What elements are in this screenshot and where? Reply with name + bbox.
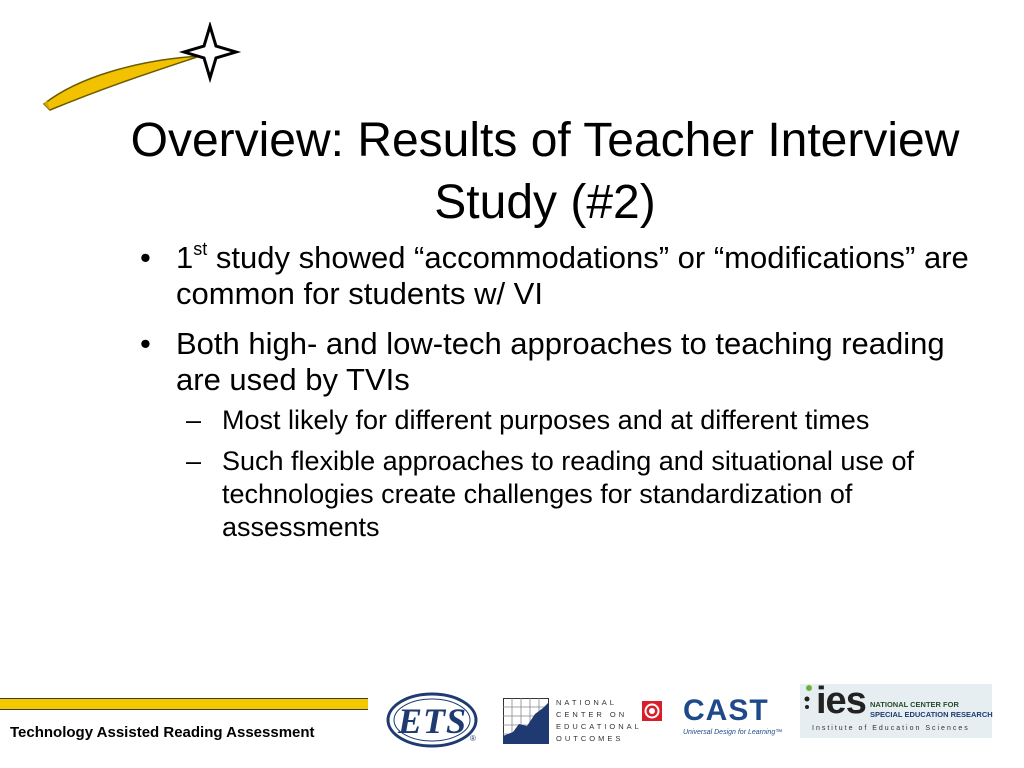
ets-logo-text: ETS xyxy=(398,701,468,741)
ies-institute-text: Institute of Education Sciences xyxy=(812,725,970,732)
nceo-line: EDUCATIONAL xyxy=(556,722,642,731)
bullet-text: study showed “accommodations” or “modifications” are common for students w/ VI xyxy=(176,240,969,311)
sub-bullet-item xyxy=(140,404,970,437)
ies-center-line: SPECIAL EDUCATION RESEARCH xyxy=(870,710,993,719)
cast-emblem-icon xyxy=(642,701,662,721)
bullet-item xyxy=(140,240,970,312)
ies-center-name xyxy=(870,700,995,720)
nceo-line: OUTCOMES xyxy=(556,734,624,743)
bullet-lead: 1 xyxy=(176,240,194,275)
sub-bullet-list xyxy=(140,404,970,544)
cast-logo-text: CAST xyxy=(683,694,769,727)
nceo-line: CENTER ON xyxy=(556,710,628,719)
ies-center-line: NATIONAL CENTER FOR xyxy=(870,700,959,709)
bullet-item xyxy=(140,326,970,544)
slide-title: Overview: Results of Teacher Interview Study (#2) xyxy=(130,114,960,229)
ets-registered-mark: ® xyxy=(470,734,476,743)
sub-bullet-text: Most likely for different purposes and at different times xyxy=(222,405,870,435)
cast-tagline: Universal Design for Learning™ xyxy=(683,729,783,736)
sub-bullet-item xyxy=(140,445,970,544)
sub-bullet-marker: – xyxy=(186,446,202,476)
bullet-superscript: st xyxy=(193,238,208,259)
sub-bullet-marker: – xyxy=(186,405,202,435)
nceo-logo-text xyxy=(556,697,642,745)
footer-accent-bar xyxy=(0,698,368,710)
sub-bullet-text: Such flexible approaches to reading and situational use of technologies create challenges for standardization of assessments xyxy=(222,446,914,542)
bullet-text: Both high- and low-tech approaches to teaching reading are used by TVIs xyxy=(176,326,945,397)
ies-logo-letters: ies xyxy=(816,680,866,722)
bullet-list xyxy=(140,240,970,558)
bullet-marker: • xyxy=(140,326,151,361)
bullet-marker: • xyxy=(140,240,151,275)
nceo-graph-icon xyxy=(503,698,549,744)
shooting-star-logo-icon xyxy=(38,22,243,114)
nceo-line: NATIONAL xyxy=(556,698,617,707)
footer-text: Technology Assisted Reading Assessment xyxy=(10,724,315,741)
